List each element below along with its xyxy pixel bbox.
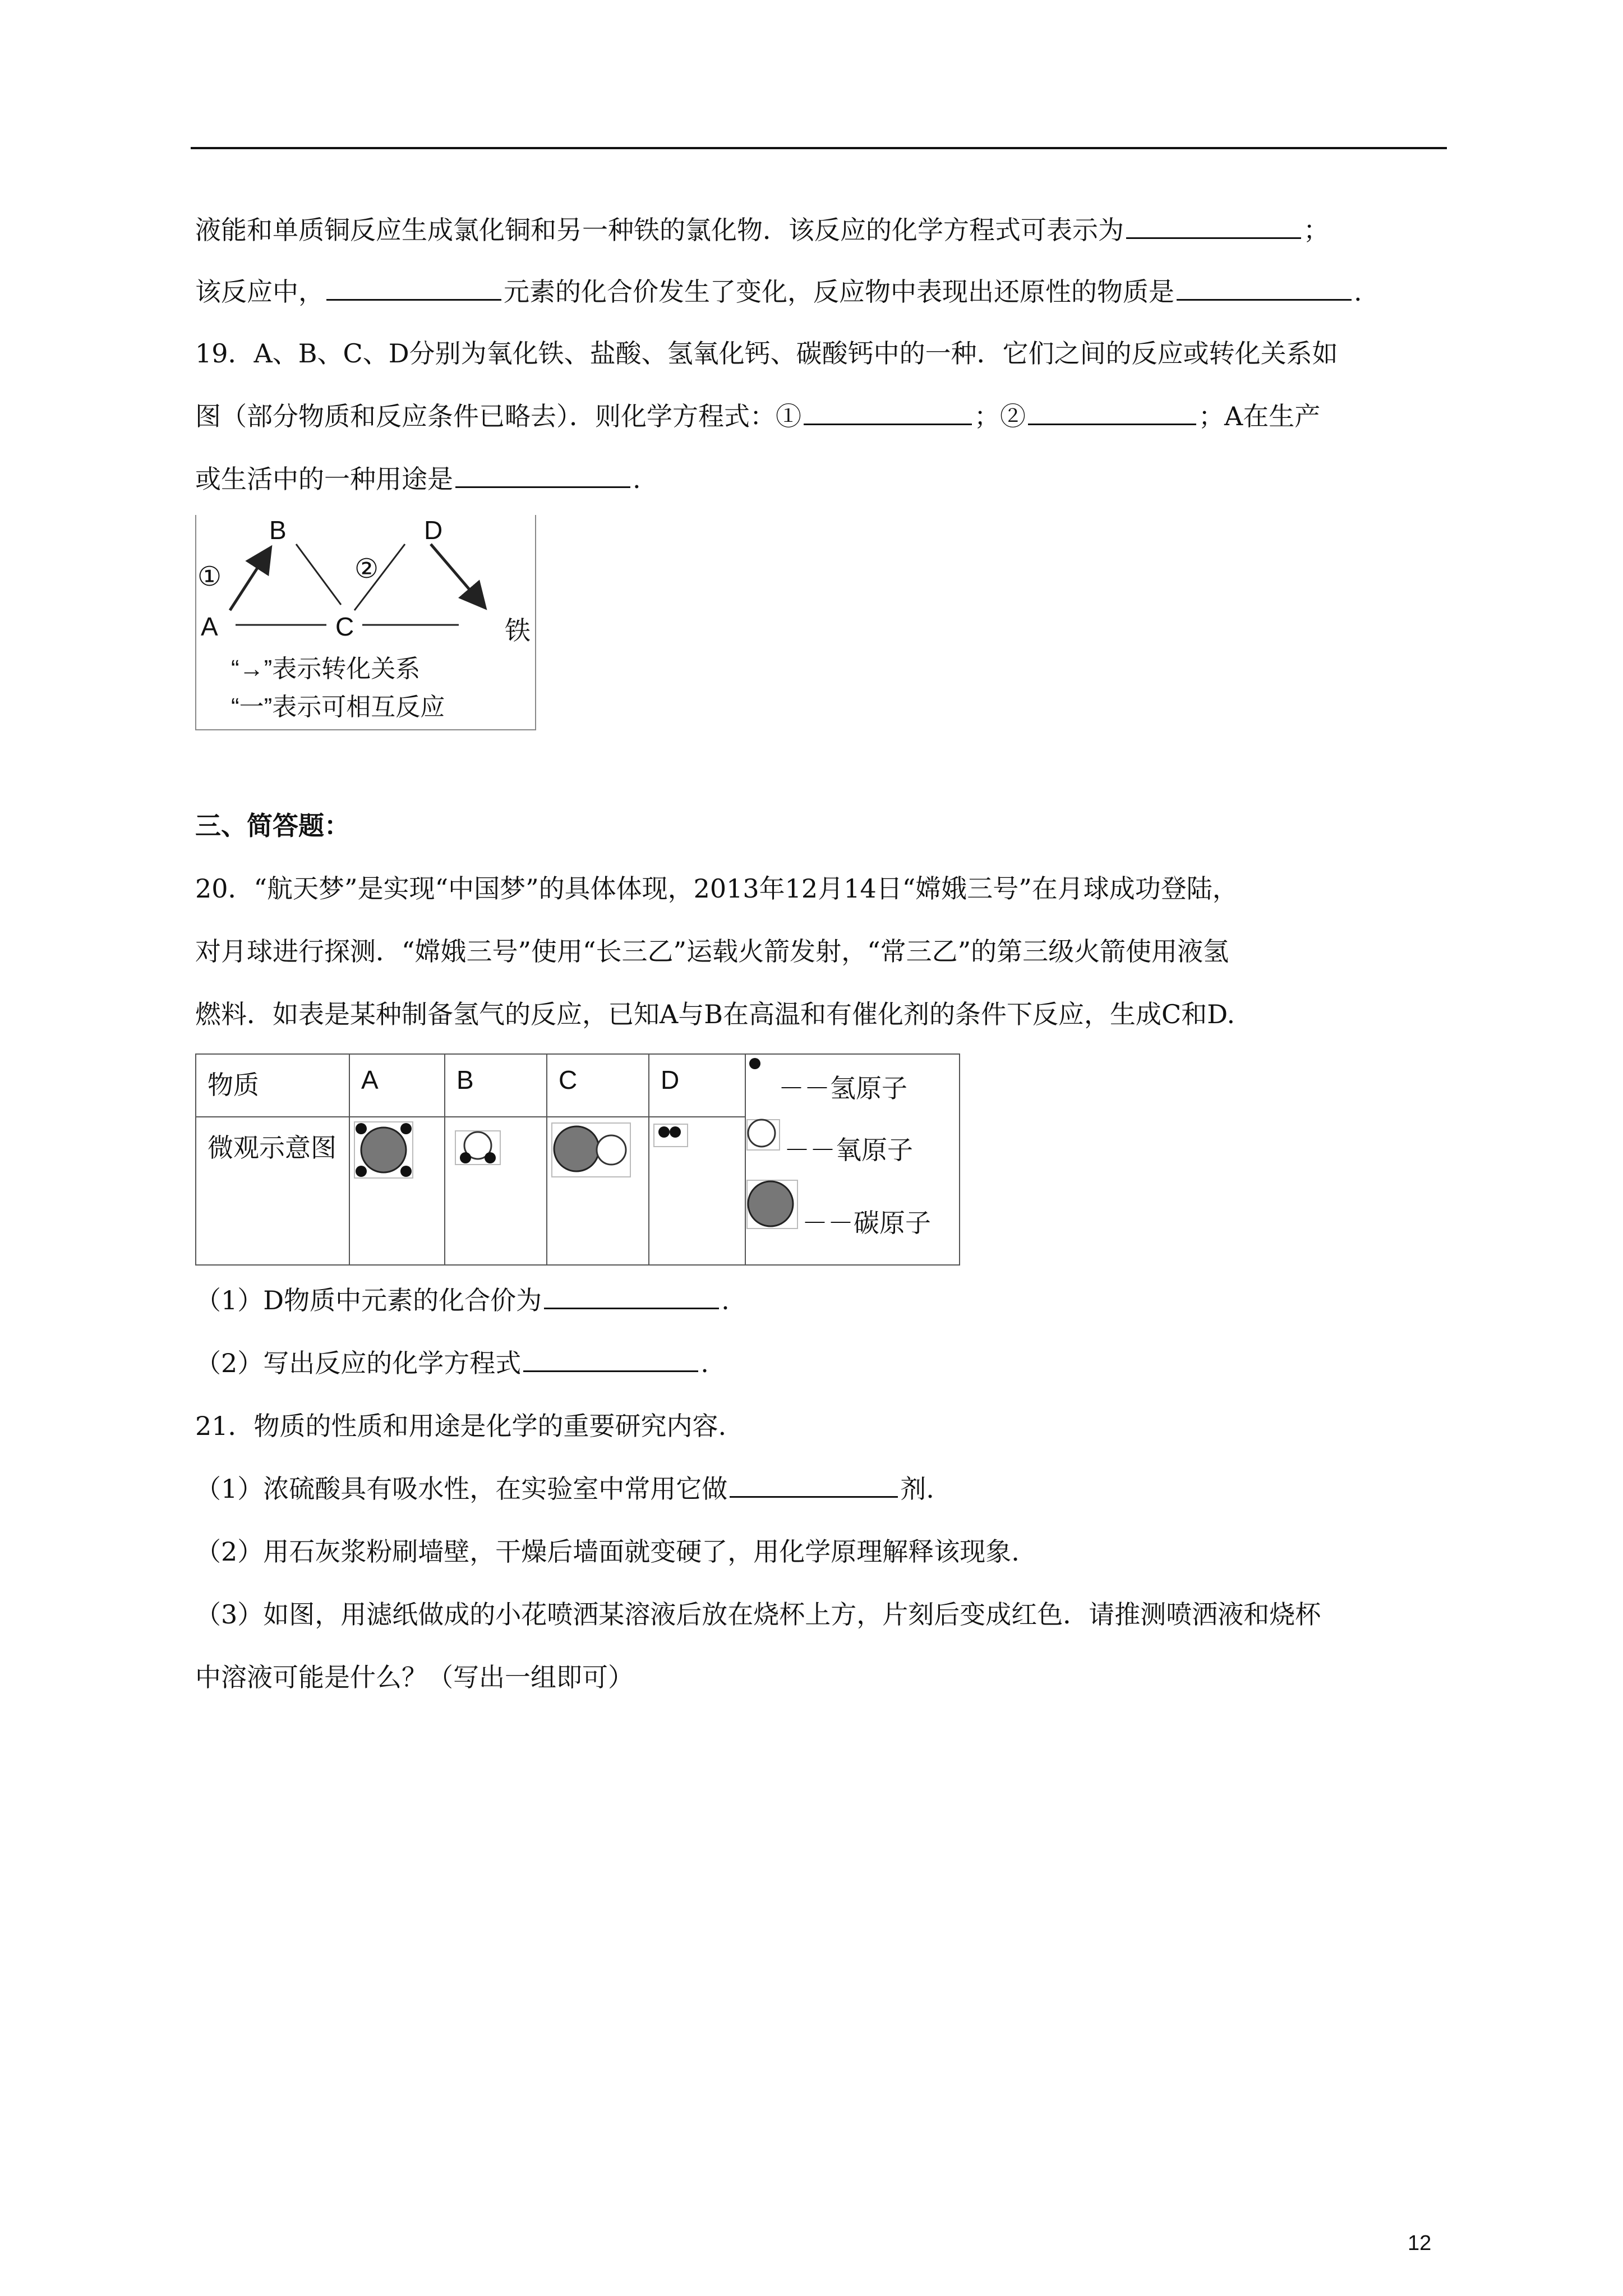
header-rule [191, 147, 1447, 149]
q20-line2: 对月球进行探测．“嫦娥三号”使用“长三乙”运载火箭发射，“常三乙”的第三级火箭使用液氢 [195, 936, 1229, 967]
header-substance: 物质 [196, 1054, 349, 1117]
q21-sub1-text: （1）浓硫酸具有吸水性，在实验室中常用它做 [195, 1474, 728, 1504]
header-d: D [649, 1054, 745, 1117]
q18-line2 [195, 274, 1362, 310]
legend-hydrogen-label: －－氢原子 [778, 1073, 907, 1103]
q19-text-2b: ；② [974, 401, 1026, 431]
arrow-d-to-iron [431, 544, 483, 606]
q19-line1: 19．A、B、C、D分别为氧化铁、盐酸、氢氧化钙、碳酸钙中的一种．它们之间的反应或转化关系如 [195, 338, 1338, 369]
q19-line3 [195, 461, 641, 497]
arrow-a-to-b [230, 550, 269, 610]
answer-blank[interactable] [730, 1474, 898, 1498]
q19-text-2a: 图（部分物质和反应条件已略去）．则化学方程式：① [195, 401, 801, 431]
mark-2: ② [354, 553, 379, 585]
molecule-d [649, 1117, 745, 1265]
oxygen-atom-icon [746, 1117, 782, 1151]
answer-blank[interactable] [544, 1285, 719, 1309]
reaction-diagram [195, 515, 536, 730]
molecule-a [349, 1117, 445, 1265]
q18-punct: ； [1303, 215, 1329, 245]
q20-punct: . [700, 1348, 709, 1378]
hydrogen-molecule-icon [652, 1120, 697, 1153]
q18-text-1: 液能和单质铜反应生成氯化铜和另一种铁的氯化物．该反应的化学方程式可表示为 [195, 215, 1124, 245]
q20-punct: . [721, 1285, 730, 1315]
q19-line2 [195, 398, 1320, 434]
line-b-to-c [296, 544, 341, 605]
atom-legend [745, 1054, 960, 1265]
node-iron: 铁 [505, 615, 531, 646]
header-c: C [547, 1054, 649, 1117]
q21-sub1 [195, 1471, 934, 1507]
answer-blank[interactable] [1126, 215, 1301, 239]
legend-hydrogen [746, 1055, 774, 1089]
methane-molecule-icon [352, 1120, 419, 1181]
molecule-table [195, 1053, 960, 1266]
q21-line1: 21．物质的性质和用途是化学的重要研究内容. [195, 1411, 727, 1441]
node-c: C [335, 612, 354, 641]
q19-text-3a: 或生活中的一种用途是 [195, 464, 453, 494]
answer-blank[interactable] [455, 464, 630, 488]
node-a: A [201, 612, 218, 641]
q19-punct: . [633, 464, 641, 494]
q18-line1 [195, 212, 1329, 248]
legend-carbon [746, 1179, 800, 1237]
node-b: B [269, 516, 287, 545]
q20-sub1-text: （1）D物质中元素的化合价为 [195, 1285, 542, 1315]
q20-sub2-text: （2）写出反应的化学方程式 [195, 1348, 522, 1378]
q21-sub3-line2: 中溶液可能是什么？（写出一组即可） [195, 1662, 634, 1692]
legend-arrow: “→”表示转化关系 [231, 655, 421, 683]
answer-blank[interactable] [523, 1348, 698, 1372]
q21-sub3-line1: （3）如图，用滤纸做成的小花喷洒某溶液后放在烧杯上方，片刻后变成红色．请推测喷洒液和烧杯 [195, 1599, 1321, 1630]
row-label: 微观示意图 [196, 1117, 349, 1265]
legend-oxygen-label: －－氧原子 [784, 1135, 913, 1165]
mark-1: ① [197, 561, 222, 592]
legend-line: “一”表示可相互反应 [231, 693, 445, 721]
q18-text-2b: 元素的化合价发生了变化，反应物中表现出还原性的物质是 [504, 277, 1174, 307]
q18-text-2a: 该反应中， [195, 277, 324, 307]
header-a: A [349, 1054, 445, 1117]
q20-line3: 燃料．如表是某种制备氢气的反应，已知A与B在高温和有催化剂的条件下反应，生成C和D. [195, 999, 1235, 1029]
q21-sub1-end: 剂. [900, 1474, 934, 1504]
q20-sub2 [195, 1345, 709, 1381]
answer-blank[interactable] [1028, 401, 1196, 425]
section-title: 三、简答题： [195, 811, 350, 841]
molecule-b [445, 1117, 547, 1265]
carbon-atom-icon [746, 1179, 800, 1231]
q21-sub2: （2）用石灰浆粉刷墙壁，干燥后墙面就变硬了，用化学原理解释该现象. [195, 1536, 1020, 1567]
q20-line1: 20．“航天梦”是实现“中国梦”的具体体现，2013年12月14日“嫦娥三号”在月球成功登陆， [195, 873, 1238, 904]
q18-punct: . [1354, 277, 1362, 307]
page-number: 12 [1408, 2231, 1432, 2255]
q20-sub1 [195, 1282, 730, 1318]
header-b: B [445, 1054, 547, 1117]
molecule-c [547, 1117, 649, 1265]
answer-blank[interactable] [804, 401, 972, 425]
water-molecule-icon [448, 1120, 504, 1170]
answer-blank[interactable] [326, 277, 501, 301]
node-d: D [424, 516, 443, 545]
q19-text-2c: ；A在生产 [1198, 401, 1321, 431]
legend-oxygen [746, 1117, 782, 1157]
hydrogen-atom-icon [746, 1055, 774, 1083]
carbon-monoxide-molecule-icon [550, 1120, 634, 1181]
answer-blank[interactable] [1177, 277, 1352, 301]
legend-carbon-label: －－碳原子 [802, 1208, 931, 1238]
